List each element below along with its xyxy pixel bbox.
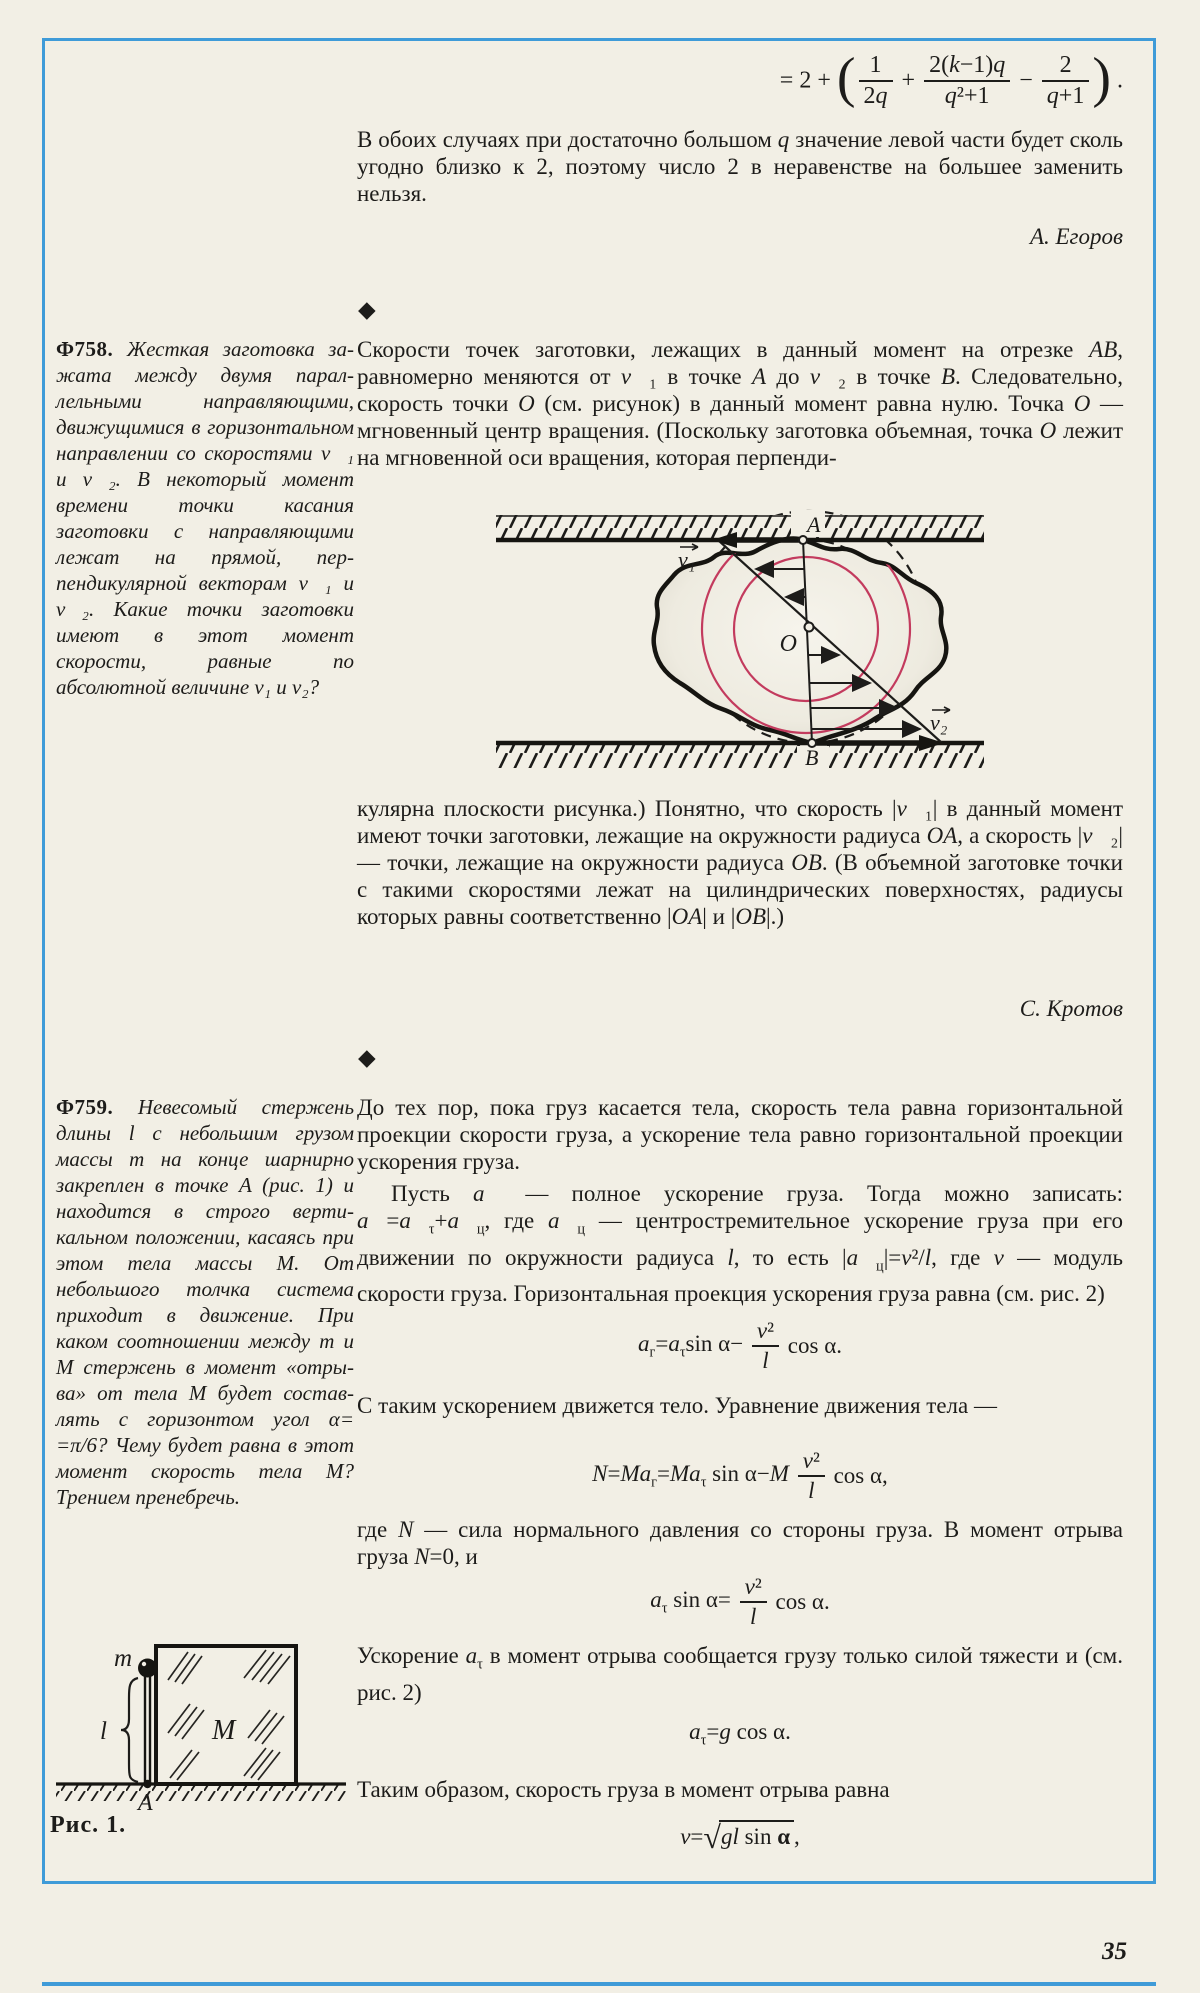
fraction-v2-l: $\frac{\text{v²}}{l}$ bbox=[798, 1448, 825, 1504]
solution-759-paragraph-1: До тех пор, пока груз касается тела, скорость тела равна горизонтальной проекции скорости груза, а ускорение тела равно горизонтальной проекции ускорения груза. bbox=[357, 1095, 1123, 1174]
mass-m-ball bbox=[138, 1659, 157, 1678]
fraction-1: $\frac{1}{2q}$ bbox=[859, 52, 893, 110]
ball-highlight bbox=[142, 1662, 146, 1666]
ground bbox=[56, 1784, 346, 1801]
solution-758-part1: Скорости точек заготовки, лежащих в данный момент на отрезке AB, равномерно меняются от v⃗₁ в точке A до v⃗₂ в точке B. Следовательно, скорость точки O (см. рисунок) в данный момент равна нулю. Точка O — мгновенный центр вращения. (Поскольку заготовка объемная, точка O лежит на мгновенной оси вращения, которая перпенди- bbox=[357, 337, 1124, 470]
solution-759-paragraph-3: С таким ускорением движется тело. Уравнение движения тела — bbox=[357, 1393, 997, 1418]
sqrt-icon: √ bbox=[703, 1819, 719, 1855]
problem-759-number: Ф759. bbox=[56, 1095, 114, 1119]
left-paren: ( bbox=[836, 46, 856, 109]
solution-marker-icon: ◆ bbox=[358, 297, 376, 322]
formula-tangential-acceleration: $a_\tau=g$ cos α. bbox=[689, 1719, 791, 1749]
formula-horizontal-acceleration: $a_г=a_\tau\sin$ α− $\frac{\text{v²}}{l}$ cos α. bbox=[637, 1318, 843, 1373]
signature-krotov: С. Кротов bbox=[1019, 996, 1123, 1021]
formula-equation-of-motion: $N=Ma_г=Ma_\tau$ sin α−M $\frac{\text{v²}}{l}$ cos α, bbox=[592, 1448, 888, 1503]
operator-minus: − bbox=[1013, 67, 1039, 94]
signature-egorov: А. Егоров bbox=[1029, 224, 1123, 249]
right-paren: ) bbox=[1092, 46, 1111, 109]
point-O-label: O bbox=[779, 631, 797, 657]
length-brace-icon bbox=[121, 1678, 138, 1782]
length-l-label: l bbox=[100, 1718, 107, 1745]
problem-758-number: Ф758. bbox=[56, 337, 114, 361]
hinge-A-label: A bbox=[138, 1790, 153, 1816]
hinge-A-dot bbox=[143, 1780, 151, 1788]
rod bbox=[145, 1674, 150, 1784]
formula-period: . bbox=[1111, 67, 1123, 94]
problem-758-text: Жесткая заготовка зажата между двумя параллельными направляющими, движущимися в горизонтальном направлении со скоростями v⃗₁ и v⃗₂. В некоторый момент времени точки касания заготовки с направляющими лежат на прямой, перпендикулярной векторам v⃗₁ и v⃗₂. Какие точки заготовки имеют в этот момент скорости, равные по абсолютной величине v₁ и v₂? bbox=[56, 337, 354, 699]
figure-758-workpiece bbox=[494, 503, 986, 769]
problem-759-statement bbox=[56, 1094, 354, 1510]
fraction-3: $\frac{2}{q+1}$ bbox=[1042, 52, 1090, 110]
solution-759-paragraph-2: Пусть a⃗ — полное ускорение груза. Тогда можно записать: $a⃗=a⃗_\tau+a⃗_ц$, где $a⃗_ц$ — центростремительное ускорение груза при его движении по окружности радиуса l, то есть $|a⃗_ц|=v^2/l$, где v — модуль скорости груза. Горизонтальная проекция ускорения груза равна (см. рис. 2) bbox=[357, 1181, 1124, 1307]
prev-solution-paragraph: В обоих случаях при достаточно большом q значение левой части будет сколь угодно близко к 2, поэтому число 2 в неравенстве на большее заменить нельзя. bbox=[357, 127, 1123, 206]
v1-label: v₁ bbox=[678, 547, 696, 572]
problem-758-statement bbox=[56, 336, 354, 700]
figure-1-caption: Рис. 1. bbox=[50, 1812, 127, 1838]
point-B-label: B bbox=[805, 745, 819, 769]
point-A-label: A bbox=[807, 512, 821, 537]
fraction-v2-l: $\frac{\text{v²}}{l}$ bbox=[752, 1318, 779, 1374]
block-M-label: M bbox=[212, 1715, 236, 1746]
solution-759-paragraph-6: Таким образом, скорость груза в момент отрыва равна bbox=[357, 1777, 890, 1802]
prev-solution-formula bbox=[357, 46, 1123, 110]
fraction-2: $\frac{2(k-1)q}{\text{q²+1}}$ bbox=[924, 52, 1010, 110]
top-guide bbox=[496, 510, 984, 540]
page-number: 35 bbox=[1102, 1938, 1127, 1965]
operator-plus: + bbox=[895, 67, 922, 94]
problem-759-text: Невесомый стержень длины l с небольшим грузом массы m на конце шарнирно закреплен в точке A (рис. 1) и находится в строго вертикальном положении, касаясь при этом тела массы M. От небольшого толчка система приходит в движение. При каком соотношении между m и M стержень в момент «отрыва» от тела M будет составлять с горизонтом угол α= =π/6? Чему будет равна в этот момент скорость тела M? Трением пренебречь. bbox=[56, 1095, 354, 1509]
solution-759-paragraph-4: где N — сила нормального давления со стороны груза. В момент отрыва груза N=0, и bbox=[357, 1517, 1124, 1569]
formula-detachment-speed: v=√gl sin α , bbox=[680, 1819, 800, 1855]
formula-detachment-condition: $a_\tau$ sin α= $\frac{\text{v²}}{l}$ cos α. bbox=[650, 1574, 830, 1629]
fraction-v2-l: $\frac{\text{v²}}{l}$ bbox=[740, 1574, 767, 1630]
bottom-guide bbox=[496, 743, 984, 768]
page-bottom-rule bbox=[42, 1982, 1156, 1986]
point-A-dot bbox=[799, 536, 807, 544]
solution-758-part2: кулярна плоскости рисунка.) Понятно, что скорость |v⃗₁| в данный момент имеют точки заготовки, лежащие на окружности радиуса OA, а скорость |v⃗₂| — точки, лежащие на окружности радиуса OB. (В объемной заготовке точки с такими скоростями лежат на цилиндрических поверхностях, радиусы которых равны соответственно |OA| и |OB|.) bbox=[357, 796, 1123, 929]
v2-label: v₂ bbox=[930, 710, 948, 735]
formula-lead: = 2 + bbox=[779, 67, 837, 94]
point-O-dot bbox=[805, 623, 814, 632]
solution-marker-icon: ◆ bbox=[358, 1045, 376, 1070]
mass-m-label: m bbox=[114, 1645, 133, 1672]
solution-759-paragraph-5: Ускорение $a_\tau$ в момент отрыва сообщается грузу только силой тяжести и (см. рис. 2) bbox=[357, 1643, 1123, 1705]
